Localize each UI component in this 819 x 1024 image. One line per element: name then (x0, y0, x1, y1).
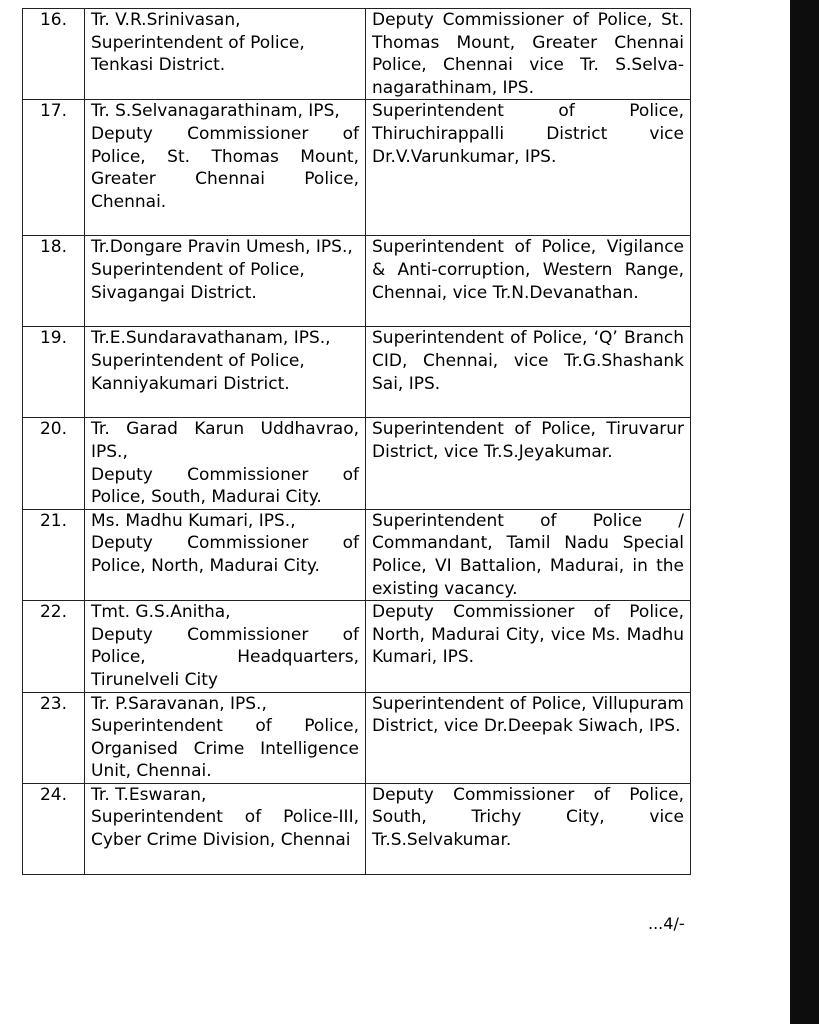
serial-number: 16. (23, 9, 85, 100)
table-row (23, 601, 691, 692)
new-posting: Deputy Commissioner of Police, South, Trichy City, vice Tr.S.Selvakumar. (372, 784, 684, 851)
officer-details: Tr. Garad Karun Uddhavrao, IPS., Deputy Commissioner of Police, South, Madurai City. (91, 419, 359, 508)
new-posting: Superintendent of Police, Villupuram District, vice Dr.Deepak Siwach, IPS. (372, 693, 684, 737)
table-row (23, 236, 691, 327)
table-row (23, 692, 691, 783)
officer-details: Ms. Madhu Kumari, IPS., Deputy Commissioner of Police, North, Madurai City. (91, 510, 359, 576)
officer-details: Tr. P.Saravanan, IPS., Superintendent of Police, Organised Crime Intelligence Unit, Chennai. (91, 693, 359, 782)
new-posting: Superintendent of Police, Thiruchirappalli District vice Dr.V.Varunkumar, IPS. (372, 101, 684, 167)
scan-dark-edge (790, 0, 819, 1024)
serial-number: 17. (23, 100, 85, 236)
new-posting: Superintendent of Police, Tiruvarur District, vice Tr.S.Jeyakumar. (372, 419, 684, 462)
new-posting: Superintendent of Police / Commandant, Tamil Nadu Special Police, VI Battalion, Madurai, in the existing vacancy. (372, 510, 684, 599)
serial-number: 18. (23, 236, 85, 327)
serial-number: 20. (23, 418, 85, 509)
new-posting: Deputy Commissioner of Police, North, Madurai City, vice Ms. Madhu Kumari, IPS. (372, 602, 684, 668)
new-posting: Deputy Commissioner of Police, St. Thomas Mount, Greater Chennai Police, Chennai vice Tr. S.Selva-nagarathinam, IPS. (372, 10, 684, 98)
serial-number: 24. (23, 783, 85, 874)
table-row (23, 9, 691, 100)
officer-details: Tmt. G.S.Anitha, Deputy Commissioner of Police, Headquarters, Tirunelveli City (91, 602, 359, 690)
serial-number: 22. (23, 601, 85, 692)
table-row (23, 100, 691, 236)
transfer-postings-table (22, 8, 691, 875)
new-posting: Superintendent of Police, Vigilance & Anti-corruption, Western Range, Chennai, vice Tr.N.Devanathan. (372, 237, 684, 303)
table-row (23, 327, 691, 418)
officer-details: Tr.E.Sundaravathanam, IPS., Superintendent of Police, Kanniyakumari District. (91, 328, 331, 394)
officer-details: Tr. T.Eswaran, Superintendent of Police-III, Cyber Crime Division, Chennai (91, 784, 359, 851)
officer-details: Tr. V.R.Srinivasan, Superintendent of Police, Tenkasi District. (91, 10, 305, 76)
continuation-page-marker: ...4/- (648, 914, 685, 933)
table-row (23, 509, 691, 600)
serial-number: 21. (23, 509, 85, 600)
serial-number: 19. (23, 327, 85, 418)
new-posting: Superintendent of Police, ‘Q’ Branch CID, Chennai, vice Tr.G.Shashank Sai, IPS. (372, 328, 684, 394)
table-row (23, 418, 691, 509)
officer-details: Tr.Dongare Pravin Umesh, IPS., Superintendent of Police, Sivagangai District. (91, 237, 353, 303)
officer-details: Tr. S.Selvanagarathinam, IPS, Deputy Commissioner of Police, St. Thomas Mount, Greater Chennai Police, Chennai. (91, 101, 359, 212)
table-row (23, 783, 691, 874)
serial-number: 23. (23, 692, 85, 783)
